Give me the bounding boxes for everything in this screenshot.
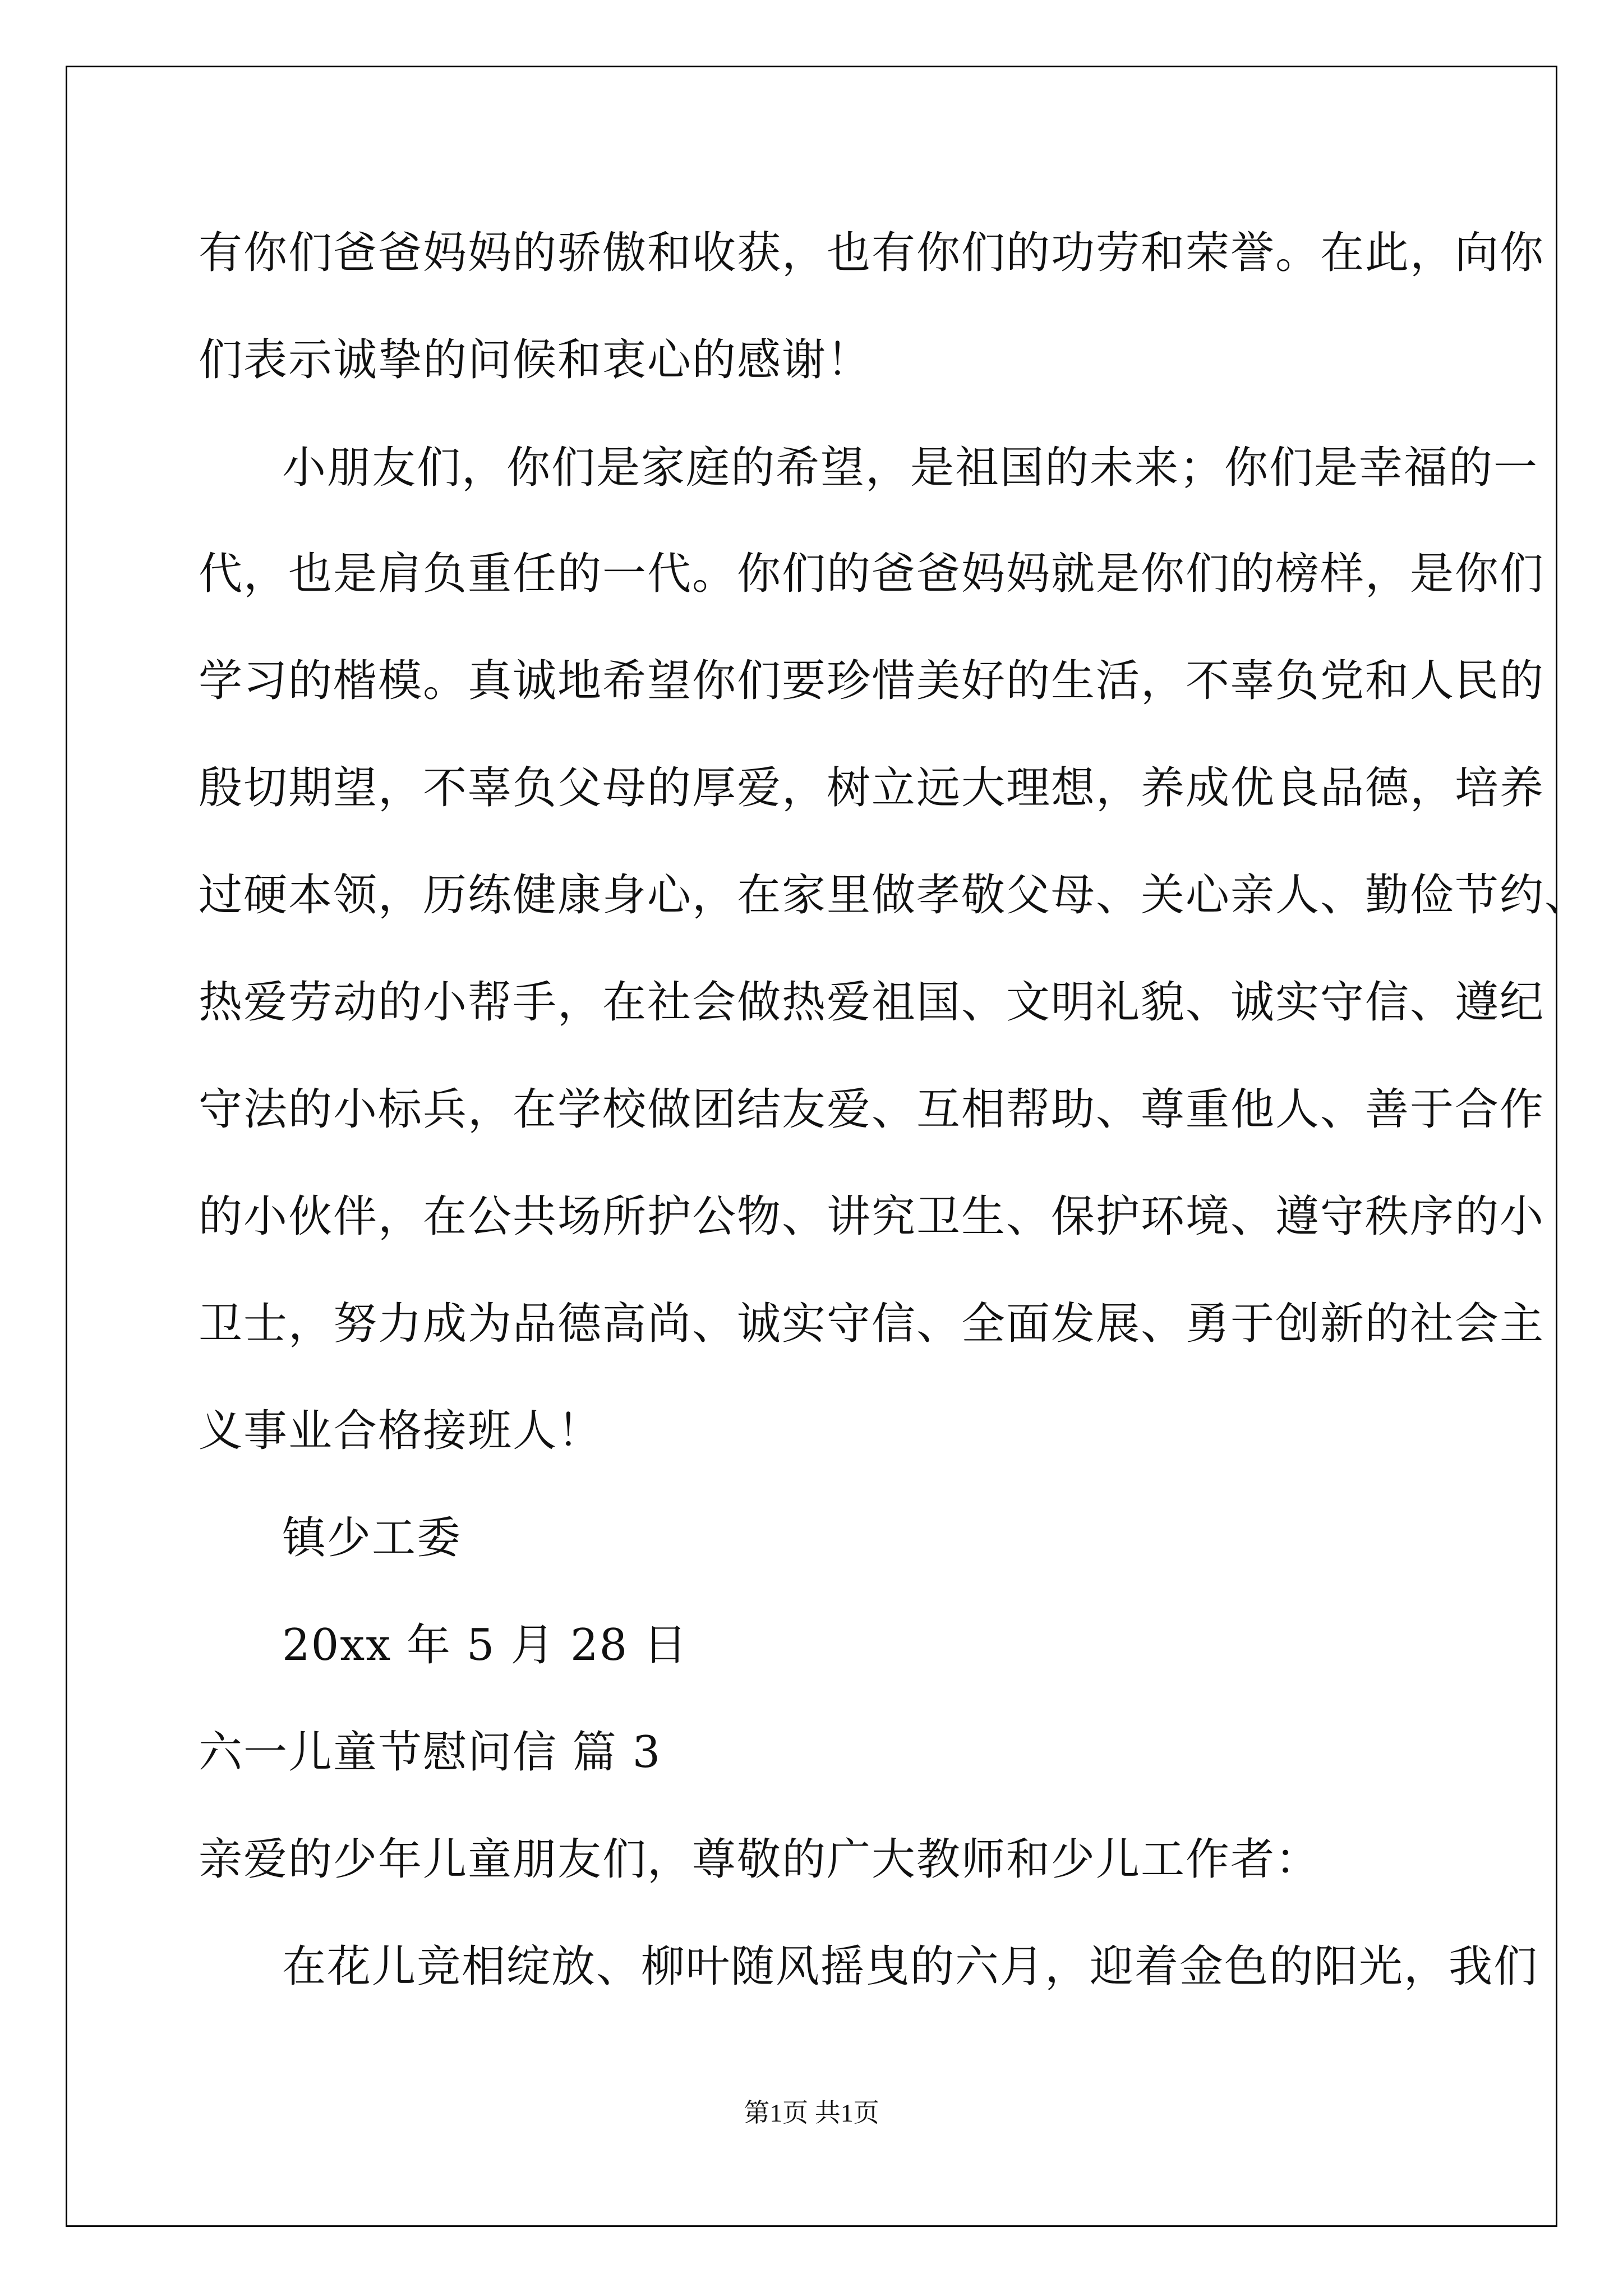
section-heading: 六一儿童节慰问信 篇 3 <box>199 1727 662 1778</box>
text-line-10: 的小伙伴，在公共场所护公物、讲究卫生、保护环境、遵守秩序的小 <box>199 1191 1545 1242</box>
text-line-9: 守法的小标兵，在学校做团结友爱、互相帮助、尊重他人、善于合作 <box>199 1084 1545 1135</box>
text-line-11: 卫士，努力成为品德高尚、诚实守信、全面发展、勇于创新的社会主 <box>199 1299 1545 1349</box>
signature-date: 20xx 年 5 月 28 日 <box>282 1620 689 1671</box>
text-line-17: 在花儿竞相绽放、柳叶随风摇曳的六月，迎着金色的阳光，我们 <box>282 1941 1539 1992</box>
signature-org: 镇少工委 <box>282 1513 462 1563</box>
text-line-7: 过硬本领，历练健康身心，在家里做孝敬父母、关心亲人、勤俭节约、 <box>199 870 1590 921</box>
text-line-8: 热爱劳动的小帮手，在社会做热爱祖国、文明礼貌、诚实守信、遵纪 <box>199 977 1545 1028</box>
page-footer: 第1页 共1页 <box>744 2099 879 2127</box>
text-line-3: 小朋友们，你们是家庭的希望，是祖国的未来；你们是幸福的一 <box>282 443 1539 493</box>
page-border <box>66 66 1557 2227</box>
text-line-6: 殷切期望，不辜负父母的厚爱，树立远大理想，养成优良品德，培养 <box>199 763 1545 813</box>
text-line-12: 义事业合格接班人！ <box>199 1406 603 1456</box>
text-line-2: 们表示诚挚的问候和衷心的感谢！ <box>199 335 872 385</box>
text-line-5: 学习的楷模。真诚地希望你们要珍惜美好的生活，不辜负党和人民的 <box>199 656 1545 706</box>
text-line-4: 代，也是肩负重任的一代。你们的爸爸妈妈就是你们的榜样，是你们 <box>199 549 1545 599</box>
salutation: 亲爱的少年儿童朋友们，尊敬的广大教师和少儿工作者： <box>199 1834 1321 1885</box>
text-line-1: 有你们爸爸妈妈的骄傲和收获，也有你们的功劳和荣誉。在此，向你 <box>199 228 1545 278</box>
